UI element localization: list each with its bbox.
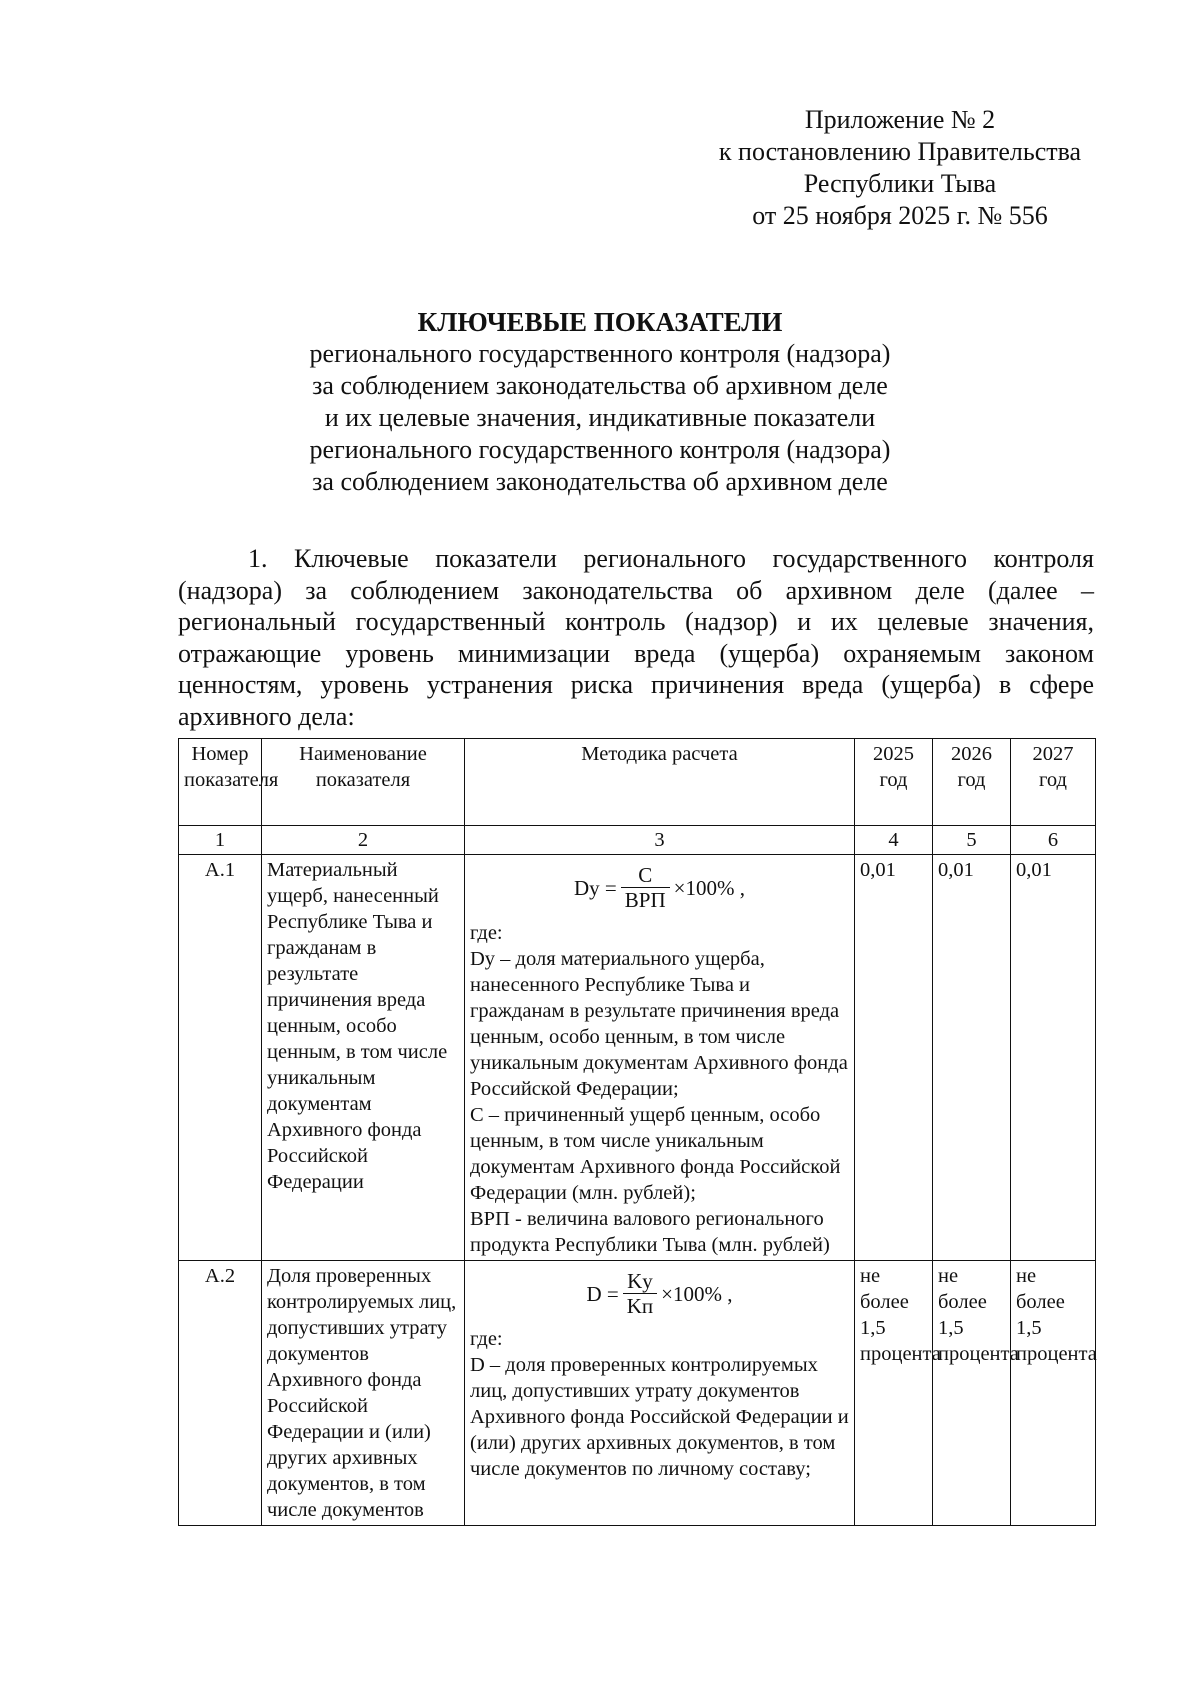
value-2025: не более 1,5 процента	[855, 1261, 933, 1526]
table-row	[179, 1261, 1096, 1526]
title-subtitle-line: регионального государственного контроля (надзора)	[309, 339, 891, 368]
column-number: 3	[465, 826, 855, 855]
intro-paragraph: 1. Ключевые показатели регионального государственного контроля (надзора) за соблюдением законодательства об архивном деле (далее – региональный государственный контроль (надзор) и их целевые значения, отражающие уровень минимизации вреда (ущерба) охраняемым законом ценностям, уровень устранения риска причинения вреда (ущерба) в сфере архивного дела:	[178, 544, 1094, 731]
table-header-row	[179, 739, 1096, 826]
kpi-table	[178, 738, 1096, 1526]
appendix-number: Приложение № 2	[804, 105, 996, 134]
value-2027: 0,01	[1011, 855, 1096, 1261]
formula-rhs: ×100% ,	[673, 875, 745, 900]
appendix-resolution: к постановлению Правительства	[718, 137, 1082, 166]
formula-denominator: ВРП	[621, 887, 670, 912]
formula-fraction	[623, 1269, 657, 1318]
formula-numerator: Kу	[627, 1269, 653, 1293]
formula-explanation: Dу – доля материального ущерба, нанесенного Республике Тыва и гражданам в результате причинения вреда ценным, особо ценным, в том числе уникальным документам Архивного фонда Российской Федерации; С – причиненный ущерб ценным, особо ценным, в том числе уникальным документам Архивного фонда Российской Федерации (млн. рублей); ВРП - величина валового регионального продукта Республики Тыва (млн. рублей)	[470, 948, 848, 1256]
column-number: 6	[1011, 826, 1096, 855]
value-2026: не более 1,5 процента	[933, 1261, 1011, 1526]
header-method: Методика расчета	[465, 739, 855, 826]
appendix-republic: Республики Тыва	[803, 169, 997, 198]
formula-denominator: Kп	[623, 1293, 657, 1318]
column-number: 2	[262, 826, 465, 855]
header-number: Номер показателя	[179, 739, 262, 826]
formula-explanation: D – доля проверенных контролируемых лиц, допустивших утрату документов Архивного фонда Российской Федерации и (или) других архивных документов, в том числе документов по личному составу;	[470, 1354, 849, 1480]
appendix-block	[690, 104, 1110, 232]
formula-lhs: Dу =	[574, 875, 617, 900]
formula	[470, 1269, 849, 1318]
row-number: А.1	[179, 855, 262, 1261]
title-main: КЛЮЧЕВЫЕ ПОКАЗАТЕЛИ	[417, 307, 783, 337]
formula-numerator: С	[638, 863, 653, 887]
formula	[470, 863, 849, 912]
row-indicator-name: Материальный ущерб, нанесенный Республике Тыва и гражданам в результате причинения вреда ценным, особо ценным, в том числе уникальным документам Архивного фонда Российской Федерации	[262, 855, 465, 1261]
row-method	[465, 855, 855, 1261]
title-subtitle-line: регионального государственного контроля (надзора)	[309, 435, 891, 464]
document-title	[170, 306, 1030, 498]
formula-rhs: ×100% ,	[661, 1281, 733, 1306]
header-2026: 2026 год	[933, 739, 1011, 826]
row-number: А.2	[179, 1261, 262, 1526]
row-indicator-name: Доля проверенных контролируемых лиц, допустивших утрату документов Архивного фонда Российской Федерации и (или) других архивных документов, в том числе документов	[262, 1261, 465, 1526]
column-number: 5	[933, 826, 1011, 855]
title-subtitle-line: за соблюдением законодательства об архивном деле	[312, 371, 888, 400]
header-name: Наименование показателя	[262, 739, 465, 826]
title-subtitle-line: за соблюдением законодательства об архивном деле	[312, 467, 888, 496]
formula-where: где:	[470, 922, 503, 944]
value-2026: 0,01	[933, 855, 1011, 1261]
appendix-date: от 25 ноября 2025 г. № 556	[752, 201, 1048, 230]
row-method	[465, 1261, 855, 1526]
header-2027: 2027 год	[1011, 739, 1096, 826]
formula-where: где:	[470, 1328, 503, 1350]
formula-lhs: D =	[586, 1281, 619, 1306]
formula-fraction	[621, 863, 670, 912]
value-2025: 0,01	[855, 855, 933, 1261]
column-number: 1	[179, 826, 262, 855]
table-row	[179, 855, 1096, 1261]
column-number: 4	[855, 826, 933, 855]
column-number-row	[179, 826, 1096, 855]
title-subtitle-line: и их целевые значения, индикативные показатели	[324, 403, 876, 432]
value-2027: не более 1,5 процента	[1011, 1261, 1096, 1526]
header-2025: 2025 год	[855, 739, 933, 826]
